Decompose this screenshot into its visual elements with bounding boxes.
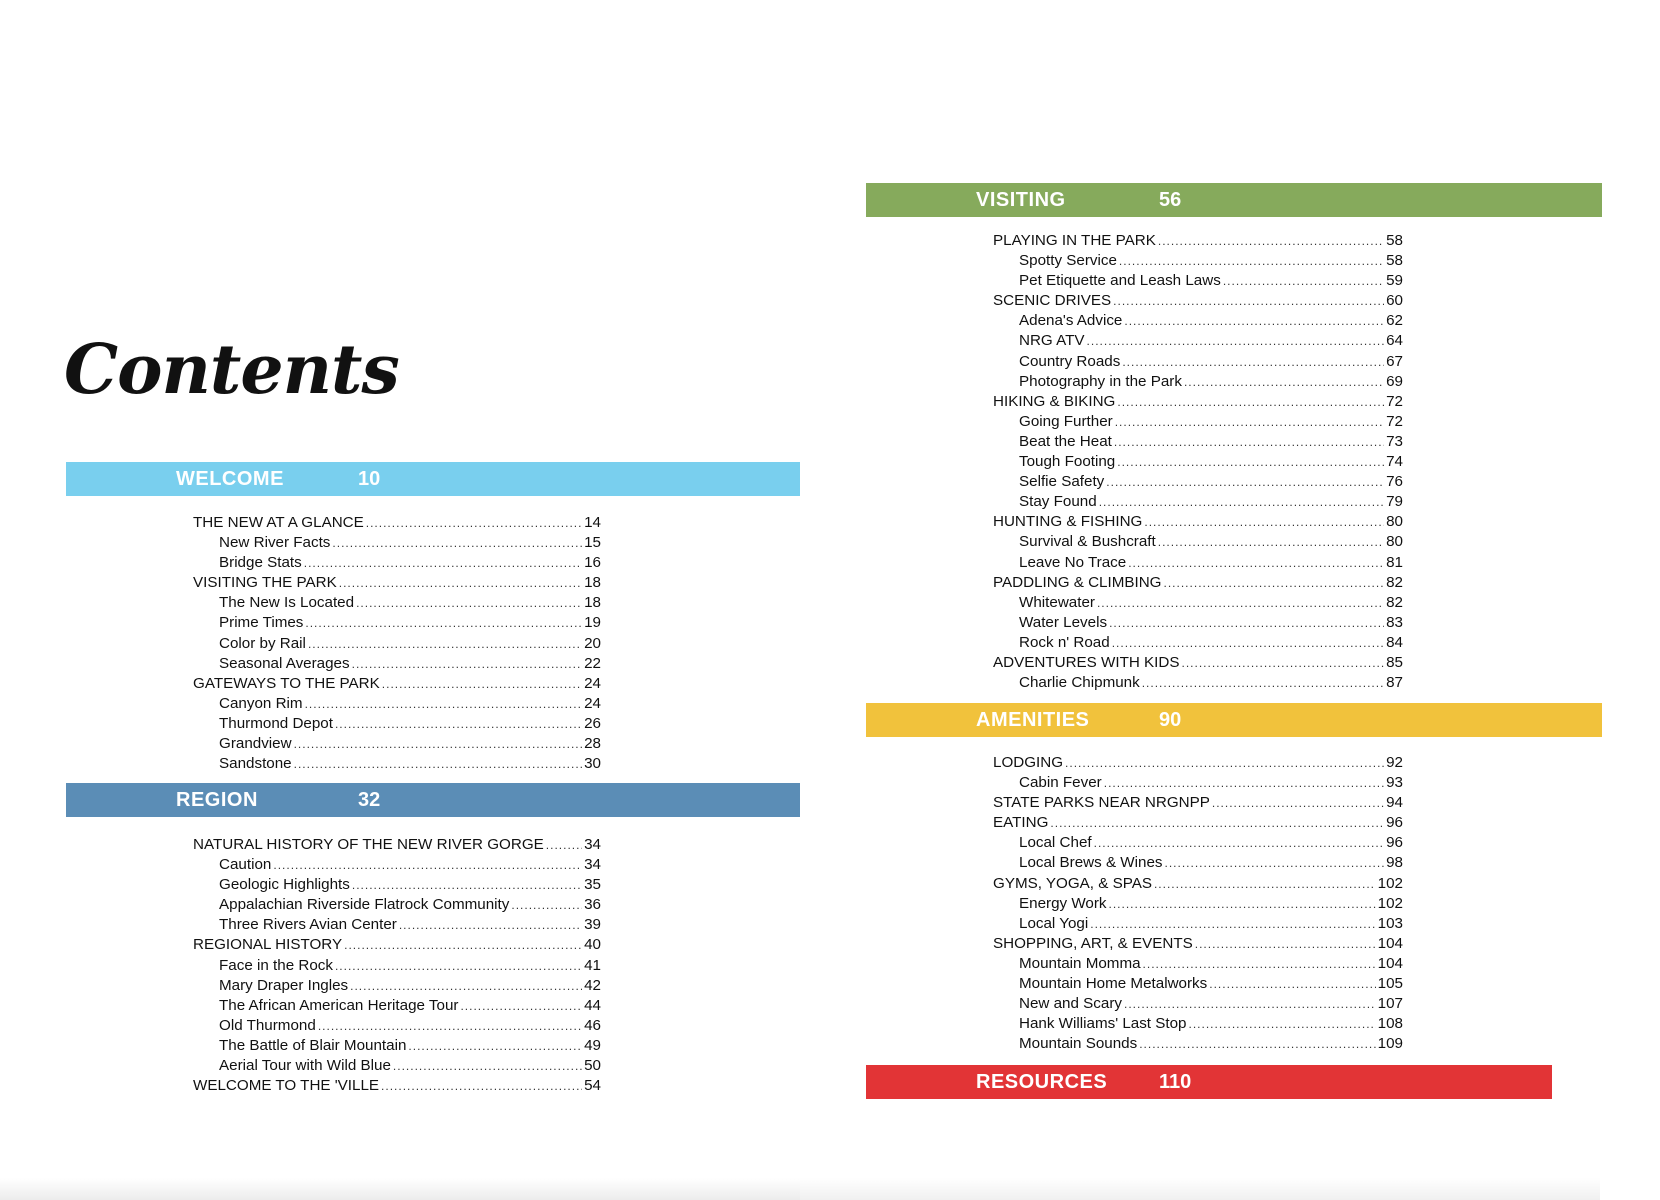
toc-subentry	[193, 915, 601, 935]
entry-page-number: 49	[584, 1036, 601, 1054]
toc-subentry	[993, 352, 1403, 372]
dot-leader	[1109, 613, 1384, 633]
dot-leader	[308, 634, 582, 654]
toc-entry	[193, 513, 601, 533]
entry-title: SHOPPING, ART, & EVENTS	[993, 934, 1193, 952]
entry-title: PADDLING & CLIMBING	[993, 573, 1162, 591]
section-label: WELCOME	[176, 467, 284, 490]
entry-page-number: 39	[584, 916, 601, 934]
dot-leader	[1119, 251, 1384, 271]
toc-subentry	[993, 593, 1403, 613]
section-label: REGION	[176, 788, 258, 811]
dot-leader	[339, 573, 582, 593]
entry-title: Mary Draper Ingles	[219, 976, 349, 994]
entry-title: Mountain Sounds	[1019, 1035, 1138, 1053]
section-page-number: 32	[358, 788, 381, 811]
dot-leader	[1117, 452, 1384, 472]
entry-page-number: 20	[584, 634, 601, 652]
dot-leader	[1128, 553, 1384, 573]
entry-page-number: 104	[1377, 954, 1403, 972]
page-bottom-edge	[0, 1178, 800, 1200]
entry-title: Going Further	[1019, 412, 1113, 430]
entry-title: Hank Williams' Last Stop	[1019, 1015, 1187, 1033]
toc-subentry	[193, 1016, 601, 1036]
entry-title: Sandstone	[219, 755, 292, 773]
entry-page-number: 83	[1386, 613, 1403, 631]
entry-title: Aerial Tour with Wild Blue	[219, 1057, 391, 1075]
dot-leader	[1114, 432, 1384, 452]
section-page-number: 110	[1159, 1070, 1192, 1093]
dot-leader	[1106, 472, 1384, 492]
toc-subentry	[993, 432, 1403, 452]
dot-leader	[1154, 874, 1376, 894]
entry-page-number: 108	[1377, 1015, 1403, 1033]
entry-title: WELCOME TO THE 'VILLE	[193, 1077, 380, 1095]
dot-leader	[381, 1076, 582, 1096]
toc-subentry	[993, 954, 1403, 974]
entry-page-number: 44	[584, 996, 601, 1014]
toc-subentry	[193, 875, 601, 895]
entry-page-number: 58	[1386, 252, 1403, 270]
entry-page-number: 24	[584, 694, 601, 712]
dot-leader	[1124, 311, 1384, 331]
toc-subentry	[193, 694, 601, 714]
toc-subentry	[993, 331, 1403, 351]
toc-entry	[193, 674, 601, 694]
toc-entry	[993, 653, 1403, 673]
entry-page-number: 15	[584, 534, 601, 552]
entry-page-number: 107	[1377, 995, 1403, 1013]
toc-subentry	[993, 492, 1403, 512]
dot-leader	[1158, 532, 1384, 552]
toc-entry	[993, 753, 1403, 773]
entry-title: Whitewater	[1019, 593, 1095, 611]
entry-title: Three Rivers Avian Center	[219, 916, 397, 934]
entry-page-number: 36	[584, 896, 601, 914]
entry-title: SCENIC DRIVES	[993, 292, 1112, 310]
entry-title: PLAYING IN THE PARK	[993, 232, 1156, 249]
dot-leader	[318, 1016, 582, 1036]
entry-page-number: 14	[584, 514, 601, 531]
entry-page-number: 96	[1386, 834, 1403, 852]
page-title: Contents	[64, 330, 399, 410]
toc-subentry	[193, 613, 601, 633]
toc-entry	[193, 573, 601, 593]
dot-leader	[408, 1036, 582, 1056]
dot-leader	[1065, 753, 1384, 773]
dot-leader	[1124, 994, 1376, 1014]
entry-page-number: 72	[1386, 392, 1403, 410]
entry-title: Local Chef	[1019, 834, 1092, 852]
dot-leader	[1189, 1014, 1376, 1034]
entry-page-number: 102	[1377, 874, 1403, 892]
entry-page-number: 94	[1386, 794, 1403, 812]
entry-title: Stay Found	[1019, 493, 1097, 511]
toc-subentry	[193, 754, 601, 774]
dot-leader	[1195, 934, 1376, 954]
entry-page-number: 84	[1386, 633, 1403, 651]
toc-entry	[193, 935, 601, 955]
entry-title: LODGING	[993, 754, 1064, 771]
toc-subentry	[193, 533, 601, 553]
dot-leader	[1144, 512, 1384, 532]
dot-leader	[352, 654, 582, 674]
entry-title: Mountain Home Metalworks	[1019, 975, 1208, 993]
entry-page-number: 92	[1386, 754, 1403, 771]
toc-subentry	[993, 311, 1403, 331]
entry-title: Local Brews & Wines	[1019, 854, 1163, 872]
entry-title: Face in the Rock	[219, 956, 333, 974]
entry-title: HIKING & BIKING	[993, 392, 1116, 410]
entry-title: Old Thurmond	[219, 1016, 316, 1034]
entry-title: The Battle of Blair Mountain	[219, 1036, 407, 1054]
section-banner-region	[66, 783, 800, 817]
toc-subentry	[993, 452, 1403, 472]
entry-title: NATURAL HISTORY OF THE NEW RIVER GORGE	[193, 836, 544, 853]
toc-entry	[993, 291, 1403, 311]
entry-page-number: 80	[1386, 513, 1403, 531]
entry-title: VISITING THE PARK	[193, 574, 337, 592]
entry-title: The African American Heritage Tour	[219, 996, 459, 1014]
entry-page-number: 109	[1377, 1035, 1403, 1053]
dot-leader	[1094, 833, 1384, 853]
entry-page-number: 28	[584, 735, 601, 753]
dot-leader	[1139, 1034, 1375, 1054]
entry-title: Country Roads	[1019, 352, 1121, 370]
entry-title: Selfie Safety	[1019, 473, 1105, 491]
dot-leader	[304, 553, 582, 573]
dot-leader	[1099, 492, 1384, 512]
dot-leader	[546, 835, 582, 855]
toc-subentry	[993, 271, 1403, 291]
toc-subentry	[193, 1036, 601, 1056]
section-banner-resources	[866, 1065, 1552, 1099]
toc-subentry	[193, 654, 601, 674]
entry-title: Color by Rail	[219, 634, 306, 652]
dot-leader	[294, 734, 583, 754]
entry-page-number: 42	[584, 976, 601, 994]
toc-subentry	[193, 956, 601, 976]
entry-page-number: 30	[584, 755, 601, 773]
entry-title: Prime Times	[219, 614, 304, 632]
entry-title: Charlie Chipmunk	[1019, 674, 1140, 692]
entry-title: Energy Work	[1019, 894, 1107, 912]
dot-leader	[352, 875, 582, 895]
section-page-number: 56	[1159, 188, 1182, 211]
toc-list-visiting	[993, 231, 1403, 693]
toc-subentry	[993, 773, 1403, 793]
toc-entry	[993, 392, 1403, 412]
entry-title: Leave No Trace	[1019, 553, 1127, 571]
toc-subentry	[993, 1014, 1403, 1034]
toc-entry	[993, 874, 1403, 894]
dot-leader	[1112, 633, 1384, 653]
toc-subentry	[993, 613, 1403, 633]
entry-title: GATEWAYS TO THE PARK	[193, 674, 380, 692]
dot-leader	[344, 935, 582, 955]
section-banner-visiting	[866, 183, 1602, 217]
entry-page-number: 93	[1386, 774, 1403, 792]
entry-page-number: 60	[1386, 292, 1403, 310]
entry-page-number: 72	[1386, 412, 1403, 430]
toc-subentry	[993, 251, 1403, 271]
entry-page-number: 50	[584, 1057, 601, 1075]
dot-leader	[294, 754, 582, 774]
dot-leader	[1165, 853, 1385, 873]
entry-title: EATING	[993, 814, 1049, 832]
entry-page-number: 76	[1386, 473, 1403, 491]
dot-leader	[366, 513, 582, 533]
toc-subentry	[193, 734, 601, 754]
dot-leader	[1115, 412, 1384, 432]
entry-page-number: 81	[1386, 553, 1403, 571]
dot-leader	[1087, 331, 1385, 351]
entry-title: Canyon Rim	[219, 694, 303, 712]
entry-page-number: 104	[1377, 934, 1403, 952]
toc-subentry	[993, 1034, 1403, 1054]
dot-leader	[1090, 914, 1375, 934]
entry-title: REGIONAL HISTORY	[193, 936, 343, 954]
entry-page-number: 19	[584, 614, 601, 632]
toc-subentry	[993, 994, 1403, 1014]
page-bottom-edge	[800, 1178, 1600, 1200]
entry-title: Adena's Advice	[1019, 312, 1123, 330]
dot-leader	[1113, 291, 1384, 311]
entry-page-number: 79	[1386, 493, 1403, 511]
entry-title: Rock n' Road	[1019, 633, 1110, 651]
toc-entry	[993, 573, 1403, 593]
entry-title: Thurmond Depot	[219, 714, 333, 732]
toc-subentry	[193, 855, 601, 875]
dot-leader	[1212, 793, 1384, 813]
dot-leader	[350, 976, 582, 996]
entry-title: Water Levels	[1019, 613, 1108, 631]
section-page-number: 90	[1159, 708, 1182, 731]
toc-entry	[993, 793, 1403, 813]
entry-title: Seasonal Averages	[219, 654, 350, 672]
toc-subentry	[193, 714, 601, 734]
entry-title: Beat the Heat	[1019, 432, 1112, 450]
entry-page-number: 18	[584, 594, 601, 612]
entry-title: New and Scary	[1019, 995, 1122, 1013]
dot-leader	[382, 674, 582, 694]
entry-title: New River Facts	[219, 534, 331, 552]
toc-subentry	[993, 412, 1403, 432]
entry-title: Tough Footing	[1019, 453, 1116, 471]
entry-page-number: 58	[1386, 232, 1403, 249]
toc-subentry	[993, 853, 1403, 873]
entry-page-number: 73	[1386, 432, 1403, 450]
entry-title: Bridge Stats	[219, 554, 302, 572]
toc-subentry	[993, 633, 1403, 653]
entry-page-number: 82	[1386, 593, 1403, 611]
entry-title: Cabin Fever	[1019, 774, 1102, 792]
entry-title: Caution	[219, 856, 272, 874]
toc-entry	[993, 813, 1403, 833]
entry-title: Grandview	[219, 735, 292, 753]
entry-title: NRG ATV	[1019, 332, 1085, 350]
entry-page-number: 22	[584, 654, 601, 672]
entry-page-number: 64	[1386, 332, 1403, 350]
dot-leader	[273, 855, 582, 875]
toc-list-region	[193, 835, 601, 1096]
dot-leader	[1184, 372, 1384, 392]
entry-page-number: 102	[1377, 894, 1403, 912]
entry-title: Mountain Momma	[1019, 954, 1141, 972]
dot-leader	[1142, 673, 1384, 693]
toc-subentry	[193, 634, 601, 654]
entry-title: THE NEW AT A GLANCE	[193, 514, 364, 531]
entry-page-number: 26	[584, 714, 601, 732]
section-banner-amenities	[866, 703, 1602, 737]
toc-list-amenities	[993, 753, 1403, 1054]
toc-subentry	[993, 553, 1403, 573]
dot-leader	[460, 996, 582, 1016]
entry-page-number: 40	[584, 936, 601, 954]
section-label: RESOURCES	[976, 1070, 1108, 1093]
toc-list-welcome	[193, 513, 601, 774]
section-page-number: 10	[358, 467, 381, 490]
dot-leader	[1223, 271, 1384, 291]
entry-title: Spotty Service	[1019, 252, 1117, 270]
entry-page-number: 67	[1386, 352, 1403, 370]
entry-title: Survival & Bushcraft	[1019, 533, 1156, 551]
section-label: AMENITIES	[976, 708, 1090, 731]
dot-leader	[332, 533, 582, 553]
toc-subentry	[993, 914, 1403, 934]
entry-title: ADVENTURES WITH KIDS	[993, 653, 1180, 671]
entry-title: The New Is Located	[219, 594, 355, 612]
entry-page-number: 98	[1386, 854, 1403, 872]
entry-page-number: 16	[584, 554, 601, 572]
dot-leader	[356, 593, 582, 613]
toc-entry	[993, 934, 1403, 954]
entry-page-number: 87	[1386, 674, 1403, 692]
entry-page-number: 46	[584, 1016, 601, 1034]
toc-subentry	[993, 532, 1403, 552]
entry-title: Local Yogi	[1019, 914, 1089, 932]
dot-leader	[511, 895, 582, 915]
section-label: VISITING	[976, 188, 1066, 211]
toc-subentry	[993, 472, 1403, 492]
dot-leader	[1122, 352, 1384, 372]
entry-page-number: 34	[584, 836, 601, 853]
entry-title: Appalachian Riverside Flatrock Community	[219, 896, 510, 914]
dot-leader	[1164, 573, 1385, 593]
dot-leader	[1143, 954, 1376, 974]
entry-title: Photography in the Park	[1019, 372, 1182, 390]
toc-entry	[193, 835, 601, 855]
dot-leader	[1209, 974, 1375, 994]
entry-page-number: 54	[584, 1077, 601, 1095]
entry-title: STATE PARKS NEAR NRGNPP	[993, 794, 1210, 812]
entry-page-number: 85	[1386, 653, 1403, 671]
toc-subentry	[993, 673, 1403, 693]
entry-page-number: 96	[1386, 814, 1403, 832]
toc-subentry	[993, 833, 1403, 853]
entry-title: Geologic Highlights	[219, 876, 350, 894]
dot-leader	[1158, 231, 1384, 251]
toc-subentry	[993, 974, 1403, 994]
dot-leader	[305, 694, 583, 714]
entry-title: Pet Etiquette and Leash Laws	[1019, 272, 1221, 290]
entry-page-number: 105	[1377, 975, 1403, 993]
dot-leader	[1182, 653, 1385, 673]
entry-page-number: 69	[1386, 372, 1403, 390]
entry-title: GYMS, YOGA, & SPAS	[993, 874, 1152, 892]
section-banner-welcome	[66, 462, 800, 496]
dot-leader	[305, 613, 582, 633]
toc-subentry	[193, 976, 601, 996]
entry-page-number: 74	[1386, 453, 1403, 471]
toc-subentry	[993, 894, 1403, 914]
entry-page-number: 24	[584, 674, 601, 692]
entry-page-number: 18	[584, 574, 601, 592]
dot-leader	[399, 915, 582, 935]
dot-leader	[335, 956, 582, 976]
dot-leader	[1117, 392, 1384, 412]
toc-entry	[993, 231, 1403, 251]
entry-page-number: 34	[584, 856, 601, 874]
toc-subentry	[193, 553, 601, 573]
dot-leader	[335, 714, 582, 734]
entry-page-number: 35	[584, 876, 601, 894]
entry-page-number: 41	[584, 956, 601, 974]
dot-leader	[1050, 813, 1384, 833]
entry-page-number: 59	[1386, 272, 1403, 290]
entry-page-number: 103	[1377, 914, 1403, 932]
entry-page-number: 80	[1386, 533, 1403, 551]
toc-subentry	[193, 593, 601, 613]
toc-subentry	[193, 996, 601, 1016]
dot-leader	[1097, 593, 1384, 613]
toc-entry	[193, 1076, 601, 1096]
entry-page-number: 82	[1386, 573, 1403, 591]
toc-subentry	[193, 1056, 601, 1076]
entry-page-number: 62	[1386, 312, 1403, 330]
dot-leader	[1104, 773, 1384, 793]
dot-leader	[393, 1056, 582, 1076]
toc-subentry	[993, 372, 1403, 392]
entry-title: HUNTING & FISHING	[993, 513, 1143, 531]
dot-leader	[1109, 894, 1376, 914]
toc-subentry	[193, 895, 601, 915]
toc-entry	[993, 512, 1403, 532]
